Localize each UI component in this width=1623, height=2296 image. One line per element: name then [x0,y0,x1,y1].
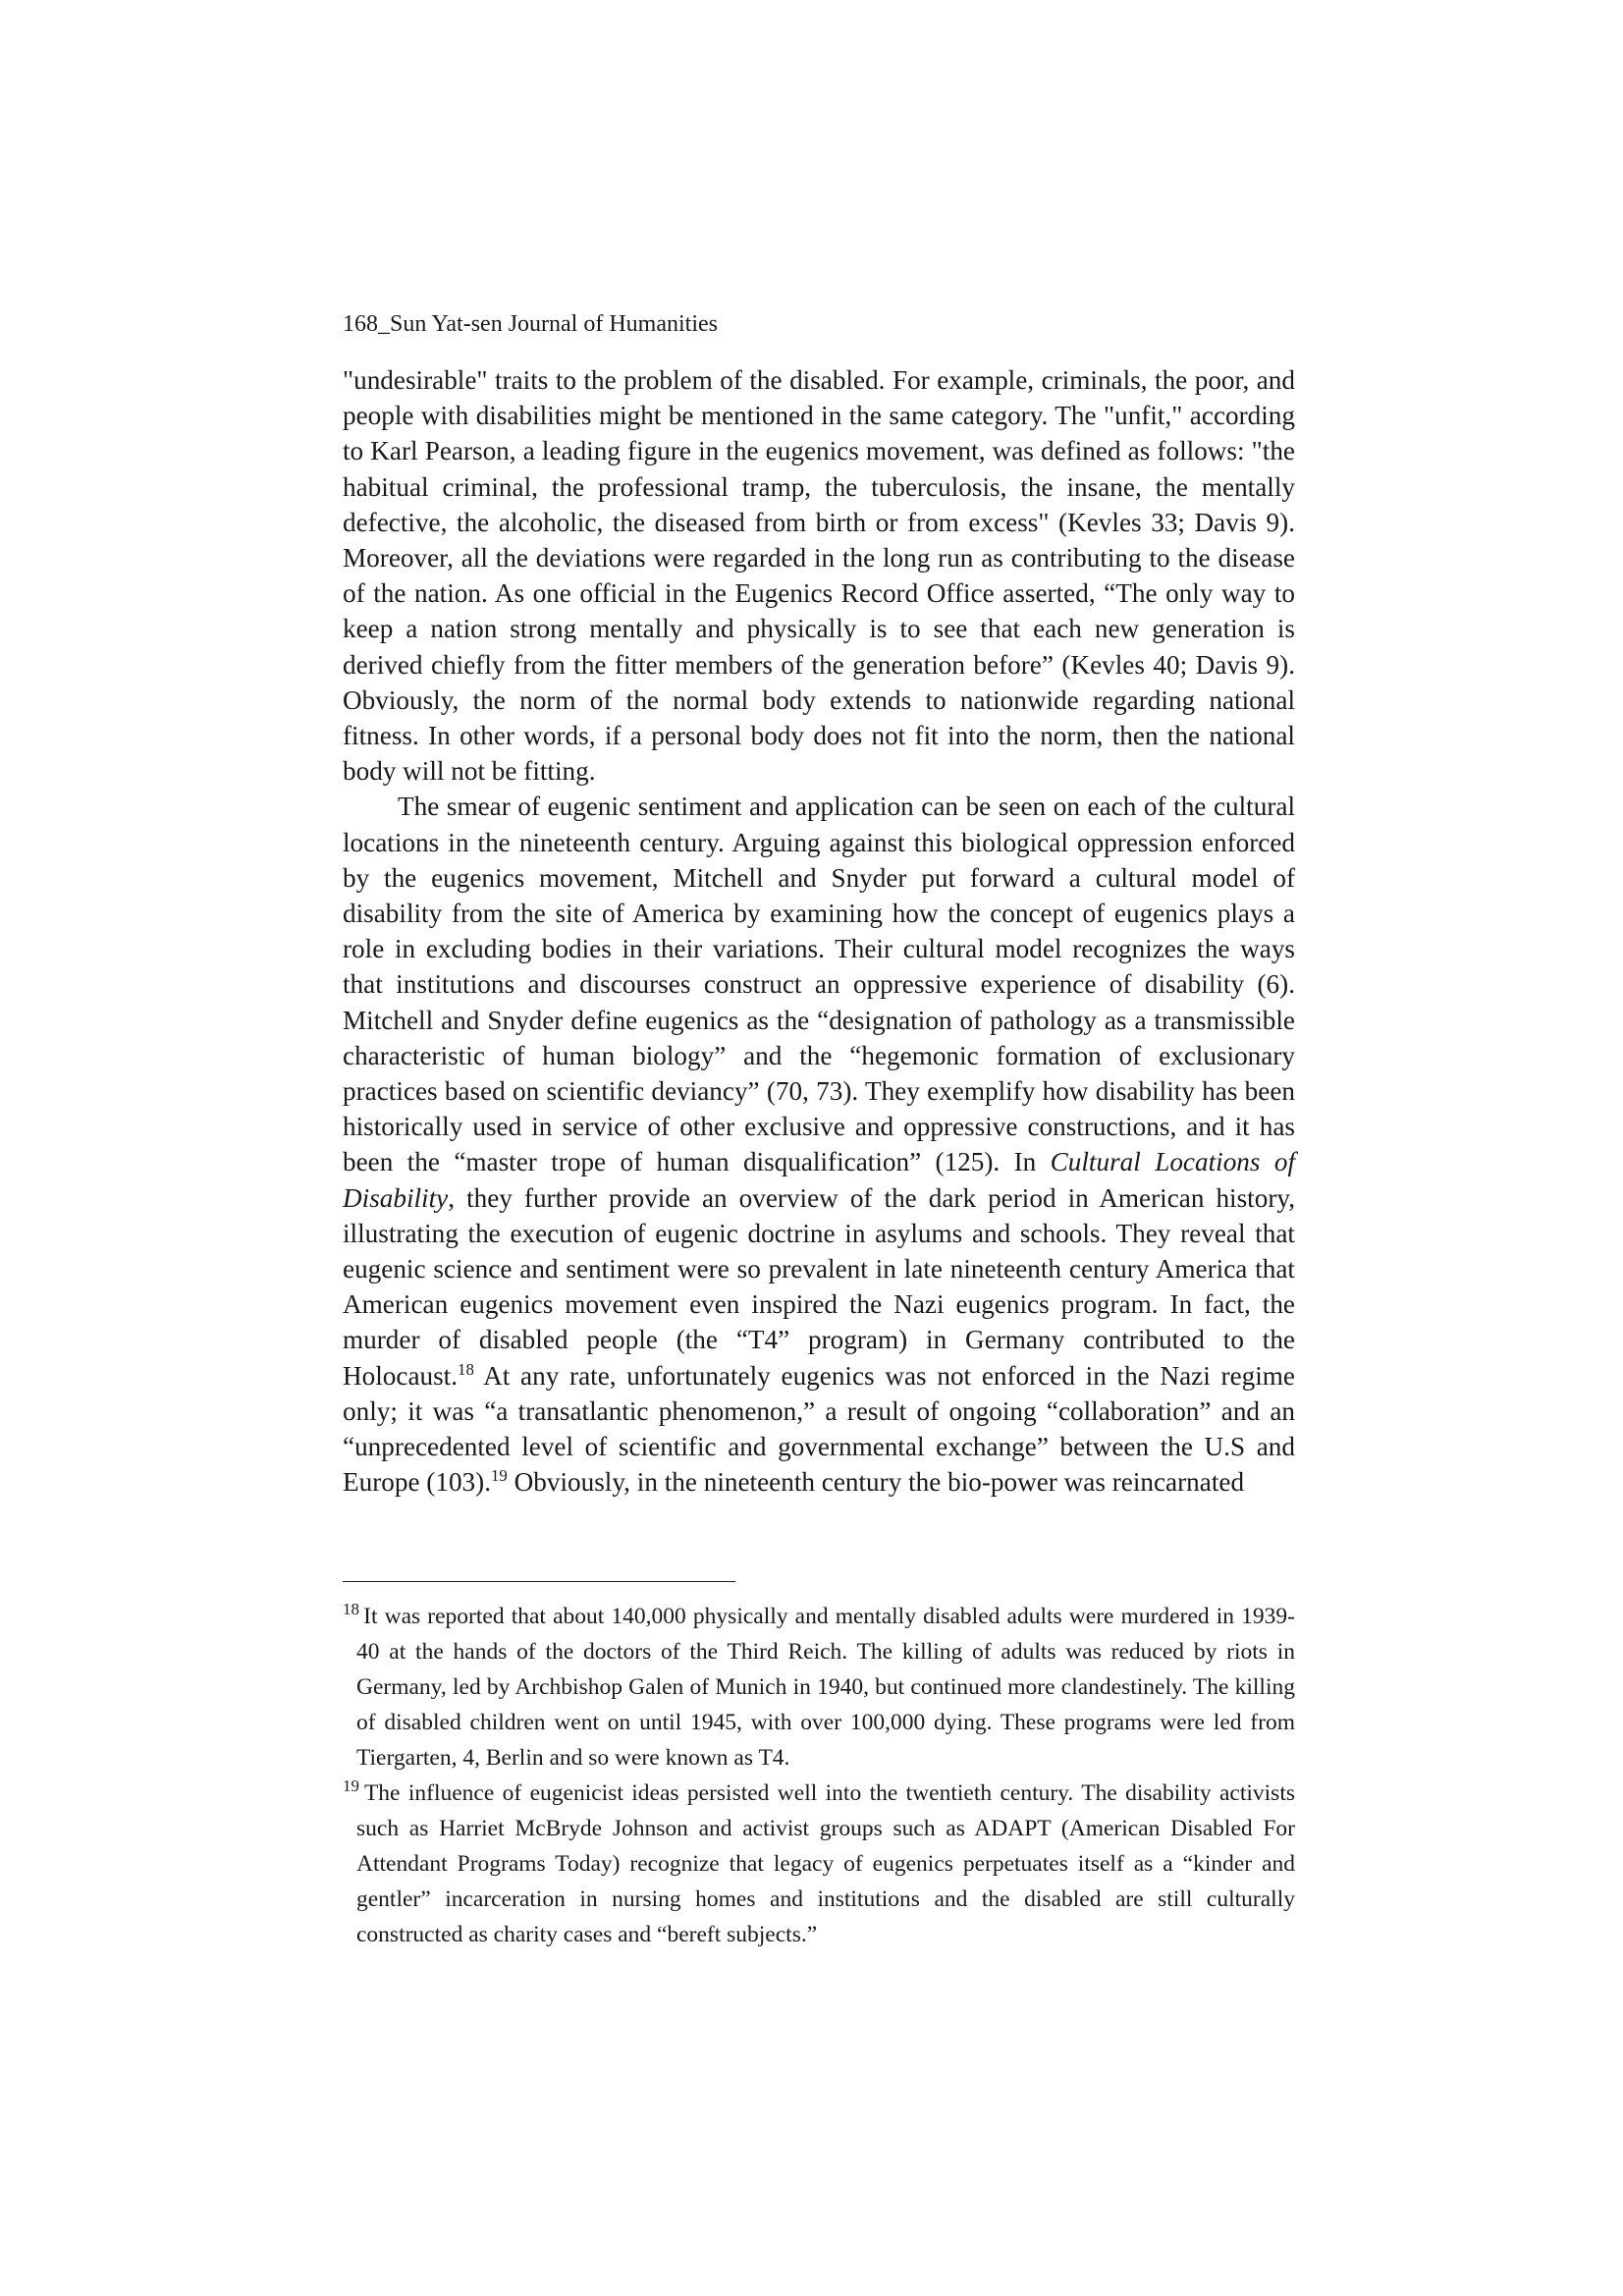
footnote-text: It was reported that about 140,000 physically and mentally disabled adults were murdered in 1939-40 at the hands of the doctors of the Third Reich. The killing of adults was reduced by riots in Germany, led by Archbishop Galen of Munich in 1940, but continued more clandestinely. The killing of disabled children went on until 1945, with over 100,000 dying. These programs were led from Tiergarten, 4, Berlin and so were known as T4. [356,1604,1295,1771]
footnote-19 [343,1776,1295,1952]
paragraph-2-part-a: The smear of eugenic sentiment and application can be seen on each of the cultural locations in the nineteenth century. Arguing against this biological oppression enforced by the eugenics movement, Mitchell and Snyder put forward a cultural model of disability from the site of America by examining how the concept of eugenics plays a role in excluding bodies in their variations. Their cultural model recognizes the ways that institutions and discourses construct an oppressive experience of disability (6). Mitchell and Snyder define eugenics as the “designation of pathology as a transmissible characteristic of human biology” and the “hegemonic formation of exclusionary practices based on scientific deviancy” (70, 73). They exemplify how disability has been historically used in service of other exclusive and oppressive constructions, and it has been the “master trope of human disqualification” (125). In [343,792,1295,1177]
main-text [343,362,1295,1501]
running-head: 168_Sun Yat-sen Journal of Humanities [343,311,718,337]
footnote-ref-18[interactable]: 18 [458,1359,474,1379]
footnote-18 [343,1599,1295,1776]
footnote-separator [343,1581,735,1582]
paragraph-1: "undesirable" traits to the problem of the disabled. For example, criminals, the poor, and people with disabilities might be mentioned in the same category. The "unfit," according to Karl Pearson, a leading figure in the eugenics movement, was defined as follows: "the habitual criminal, the professional tramp, the tuberculosis, the insane, the mentally defective, the alcoholic, the diseased from birth or from excess" (Kevles 33; Davis 9). Moreover, all the deviations were regarded in the long run as contributing to the disease of the nation. As one official in the Eugenics Record Office asserted, “The only way to keep a nation strong mentally and physically is to see that each new generation is derived chiefly from the fitter members of the generation before” (Kevles 40; Davis 9). Obviously, the norm of the normal body extends to nationwide regarding national fitness. In other words, if a personal body does not fit into the norm, then the national body will not be fitting. [343,365,1295,787]
footnote-ref-19[interactable]: 19 [491,1466,508,1486]
footnote-number: 19 [343,1777,359,1796]
footnotes [343,1599,1295,1952]
paragraph-2-part-d: Obviously, in the nineteenth century the bio-power was reincarnated [507,1467,1245,1498]
book-title-italic: Cultural Locations of Disability [343,1147,1295,1213]
footnote-text: The influence of eugenicist ideas persisted well into the twentieth century. The disability activists such as Harriet McBryde Johnson and activist groups such as ADAPT (American Disabled For Attendant Programs Today) recognize that legacy of eugenics perpetuates itself as a “kinder and gentler” incarceration in nursing homes and institutions and the disabled are still culturally constructed as charity cases and “bereft subjects.” [356,1780,1295,1947]
paragraph-2 [343,789,1295,1500]
footnote-number: 18 [343,1600,359,1619]
paragraph-2-part-b: , they further provide an overview of the dark period in American history, illustrating the execution of eugenic doctrine in asylums and schools. They reveal that eugenic science and sentiment were so prevalent in late nineteenth century America that American eugenics movement even inspired the Nazi eugenics program. In fact, the murder of disabled people (the “T4” program) in Germany contributed to the Holocaust. [343,1182,1295,1391]
paragraph-2-part-c: At any rate, unfortunately eugenics was not enforced in the Nazi regime only; it was “a transatlantic phenomenon,” a result of ongoing “collaboration” and an “unprecedented level of scientific and governmental exchange” between the U.S and Europe (103). [343,1360,1295,1498]
